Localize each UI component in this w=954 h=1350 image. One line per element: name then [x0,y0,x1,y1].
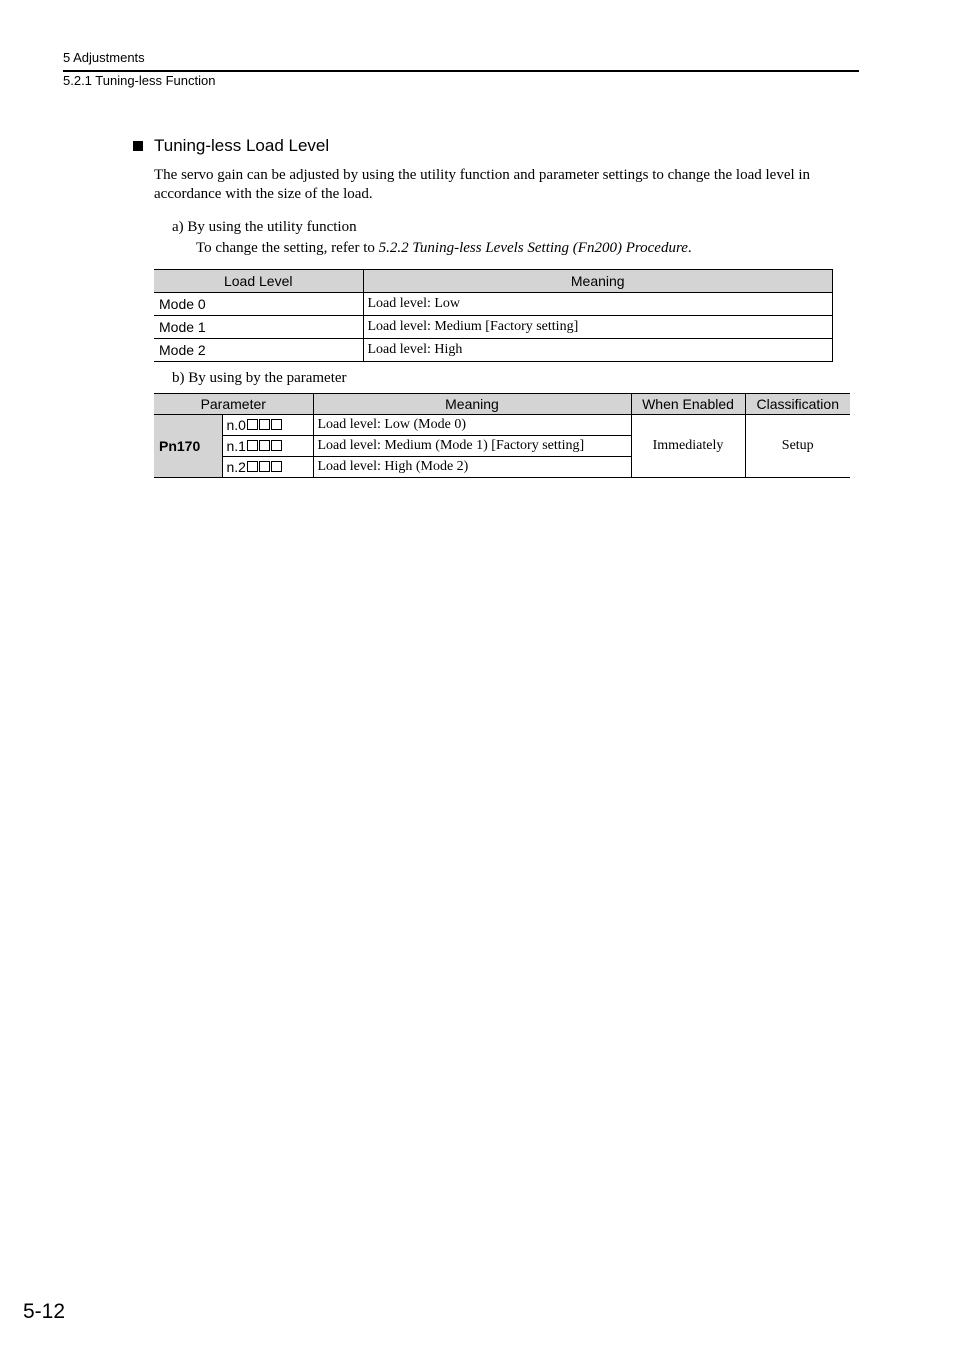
parameter-value-text: n.1 [226,438,246,454]
placeholder-box-icon [271,440,282,451]
column-header-load-level: Load Level [154,270,363,293]
placeholder-box-icon [271,419,282,430]
parameter-value-text: n.2 [226,459,246,475]
load-level-cell: Mode 2 [154,339,363,362]
column-header-classification: Classification [745,394,850,415]
parameter-value [222,436,313,457]
parameter-value [222,415,313,436]
subsection-b-title: b) By using by the parameter [172,370,347,386]
placeholder-box-icon [259,461,270,472]
load-level-cell: Mode 1 [154,316,363,339]
load-level-table [154,269,833,362]
header-rule [63,70,859,72]
placeholder-box-icon [247,419,258,430]
table-header-row [154,394,850,415]
table-header-row [154,270,833,293]
placeholder-box-icon [259,419,270,430]
parameter-value [222,457,313,478]
table-row [154,339,833,362]
reference-suffix: . [687,240,692,256]
meaning-cell: Load level: Medium (Mode 1) [Factory setting] [313,436,631,457]
table-row [154,316,833,339]
meaning-cell: Load level: Medium [Factory setting] [363,316,833,339]
classification-cell: Setup [745,415,850,478]
meaning-cell: Load level: High (Mode 2) [313,457,631,478]
intro-paragraph: The servo gain can be adjusted by using the utility function and parameter settings to change the load level in accordance with the size of the load. [154,167,811,202]
parameter-value-text: n.0 [226,417,246,433]
subsection-a-title: a) By using the utility function [172,219,357,235]
placeholder-box-icon [259,440,270,451]
reference-prefix: To change the setting, refer to [196,240,379,256]
table-row [154,415,850,436]
placeholder-box-icon [247,461,258,472]
table-row [154,293,833,316]
parameter-number: Pn170 [154,415,222,478]
subsection-a-reference [196,240,692,257]
column-header-when-enabled: When Enabled [631,394,745,415]
column-header-meaning: Meaning [363,270,833,293]
reference-link[interactable]: 5.2.2 Tuning-less Levels Setting (Fn200) Procedure [378,240,688,256]
meaning-cell: Load level: Low [363,293,833,316]
square-bullet-icon [133,141,143,151]
placeholder-box-icon [247,440,258,451]
chapter-header: 5 Adjustments [63,50,145,65]
column-header-meaning: Meaning [313,394,631,415]
meaning-cell: Load level: Low (Mode 0) [313,415,631,436]
page-number: 5-12 [23,1300,66,1323]
section-heading: Tuning-less Load Level [154,136,330,155]
load-level-cell: Mode 0 [154,293,363,316]
column-header-parameter: Parameter [154,394,313,415]
section-header: 5.2.1 Tuning-less Function [63,73,216,88]
when-enabled-cell: Immediately [631,415,745,478]
parameter-table [154,393,850,478]
meaning-cell: Load level: High [363,339,833,362]
placeholder-box-icon [271,461,282,472]
